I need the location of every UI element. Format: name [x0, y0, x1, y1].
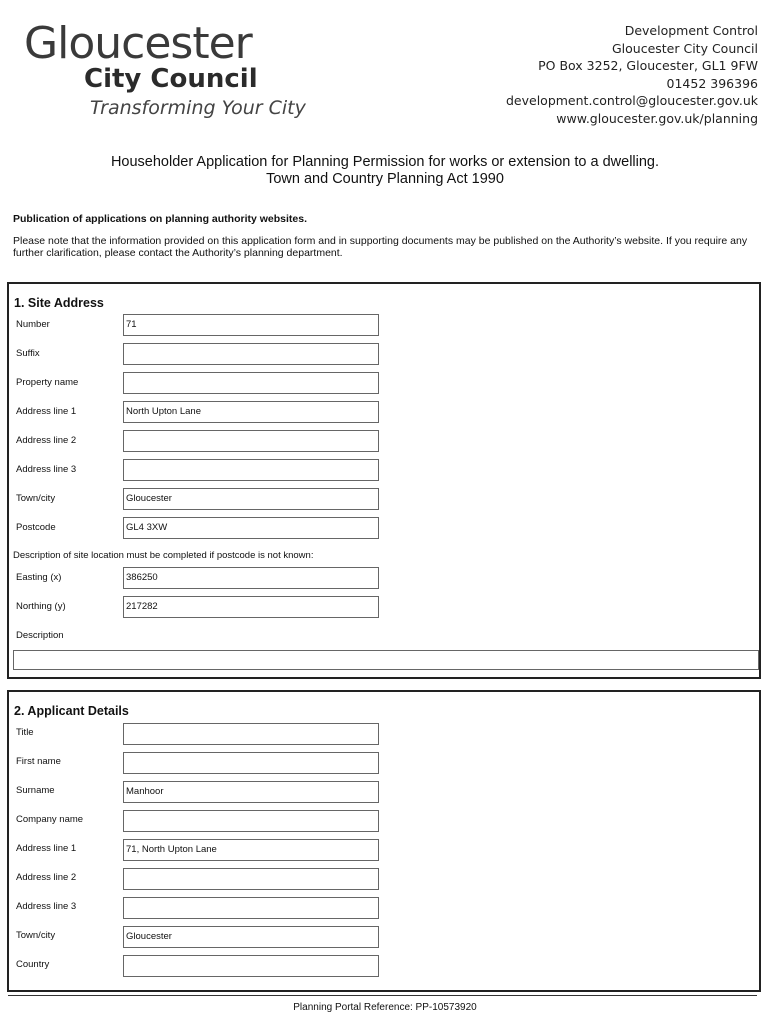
logo-city-council-text: City Council — [84, 64, 258, 94]
footer-divider — [8, 995, 757, 996]
form-title — [0, 154, 770, 188]
portal-reference: Planning Portal Reference: PP-10573920 — [293, 1002, 477, 1013]
title-field[interactable] — [123, 723, 379, 745]
field-label: Town/city — [16, 930, 56, 941]
form-title-line2: Town and Country Planning Act 1990 — [266, 171, 504, 187]
field-label: Suffix — [16, 348, 40, 359]
town-field[interactable]: Gloucester — [123, 488, 379, 510]
field-label: Address line 2 — [16, 435, 77, 446]
council-logo — [22, 20, 322, 120]
surname-field[interactable]: Manhoor — [123, 781, 379, 803]
field-label: Description — [16, 630, 64, 641]
field-label: Address line 1 — [16, 843, 77, 854]
suffix-field[interactable] — [123, 343, 379, 365]
field-label: Easting (x) — [16, 572, 62, 583]
contact-email: development.control@gloucester.gov.uk — [505, 93, 758, 108]
description-field[interactable] — [13, 650, 759, 670]
publication-heading: Publication of applications on planning authority websites. — [13, 213, 308, 225]
field-label: Title — [16, 727, 34, 738]
address-line2-field[interactable] — [123, 430, 379, 452]
field-label: Address line 3 — [16, 464, 77, 475]
applicant-address-line2-field[interactable] — [123, 868, 379, 890]
site-address-section — [7, 282, 761, 679]
logo-tagline: Transforming Your City — [90, 97, 306, 119]
contact-block — [506, 22, 758, 127]
publication-notice: Please note that the information provided on this application form and in supporting documents may be published on the Authority’s website. If you require any further clarification, please contact the Authority’s planning department. — [13, 235, 748, 259]
field-label: Address line 1 — [16, 406, 77, 417]
postcode-field[interactable]: GL4 3XW — [123, 517, 379, 539]
field-label: Address line 2 — [16, 872, 77, 883]
field-label: Company name — [16, 814, 84, 825]
applicant-address-line1-field[interactable]: 71, North Upton Lane — [123, 839, 379, 861]
contact-address: PO Box 3252, Gloucester, GL1 9FW — [538, 58, 758, 73]
address-line3-field[interactable] — [123, 459, 379, 481]
company-name-field[interactable] — [123, 810, 379, 832]
form-title-line1: Householder Application for Planning Permission for works or extension to a dwelling. — [110, 154, 660, 170]
field-label: Postcode — [16, 522, 56, 533]
first-name-field[interactable] — [123, 752, 379, 774]
location-note: Description of site location must be completed if postcode is not known: — [13, 550, 314, 561]
contact-council: Gloucester City Council — [611, 40, 758, 56]
field-label: Northing (y) — [16, 601, 66, 612]
applicant-address-line3-field[interactable] — [123, 897, 379, 919]
country-field[interactable] — [123, 955, 379, 977]
field-label: Country — [16, 959, 50, 970]
field-label: Surname — [16, 785, 55, 796]
field-label: Address line 3 — [16, 901, 77, 912]
property-name-field[interactable] — [123, 372, 379, 394]
contact-phone: 01452 396396 — [666, 75, 758, 91]
field-label: Number — [16, 319, 50, 330]
field-label: Property name — [16, 377, 79, 388]
easting-field[interactable]: 386250 — [123, 567, 379, 589]
field-label: First name — [16, 756, 61, 767]
section-heading: 2. Applicant Details — [14, 704, 129, 718]
logo-gloucester-text: Gloucester — [24, 18, 252, 69]
address-line1-field[interactable]: North Upton Lane — [123, 401, 379, 423]
applicant-town-field[interactable]: Gloucester — [123, 926, 379, 948]
field-label: Town/city — [16, 493, 56, 504]
contact-department: Development Control — [624, 23, 758, 38]
number-field[interactable]: 71 — [123, 314, 379, 336]
northing-field[interactable]: 217282 — [123, 596, 379, 618]
section-heading: 1. Site Address — [14, 296, 104, 310]
contact-website: www.gloucester.gov.uk/planning — [556, 110, 758, 126]
applicant-details-section — [7, 690, 761, 992]
